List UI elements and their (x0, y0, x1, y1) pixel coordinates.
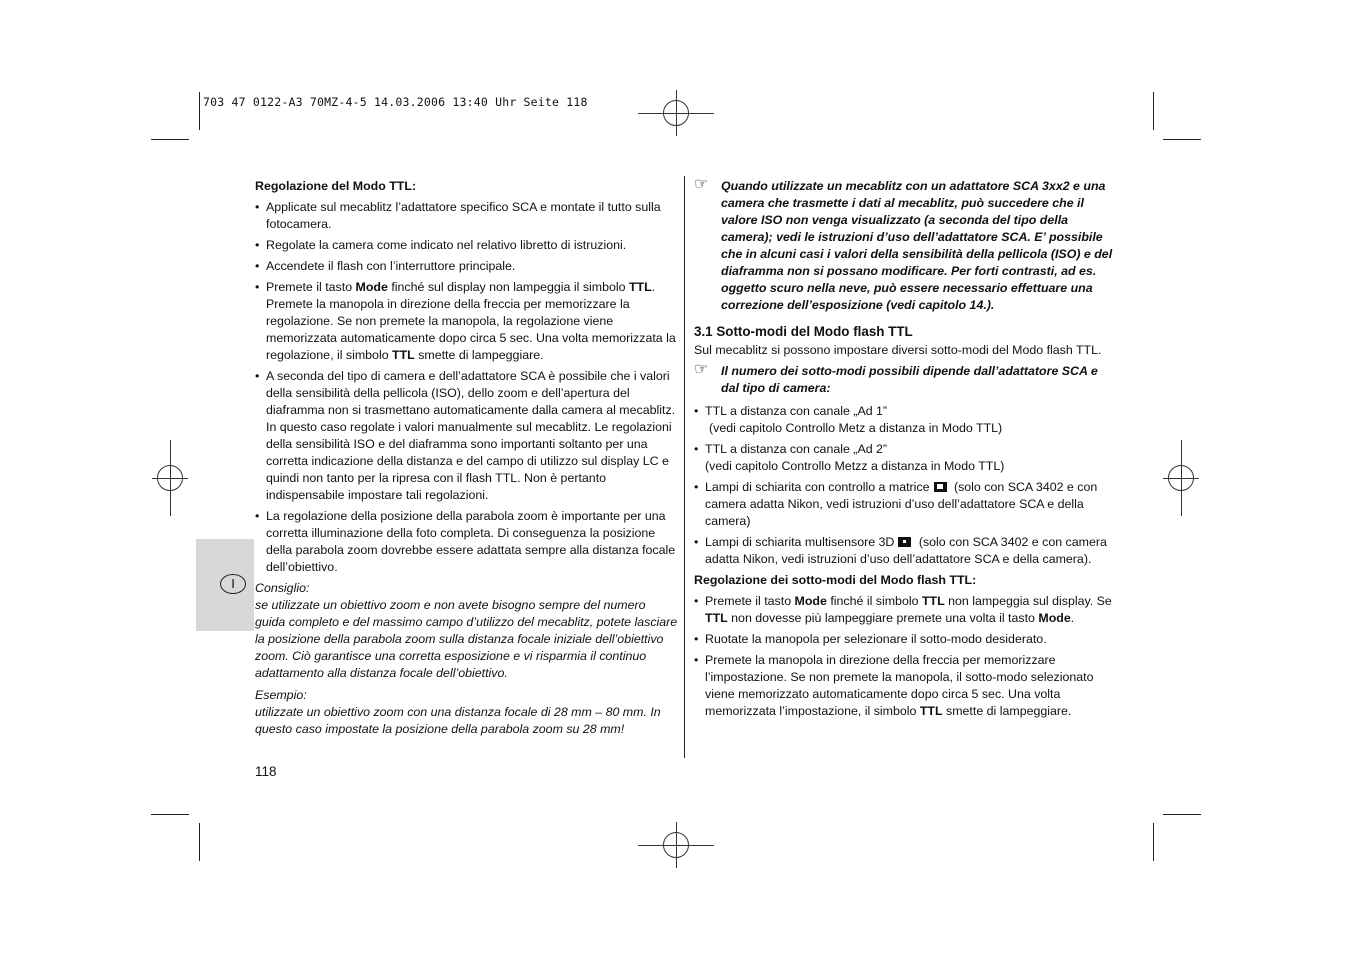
list-item: • Regolate la camera come indicato nel relativo libretto di istruzioni. (255, 237, 679, 254)
list-item: • Lampi di schiarita con controllo a matrice (solo con SCA 3402 e con camera adatta Nikon, vedi istruzioni d’uso dell’adattatore SCA e della camera) (694, 479, 1118, 530)
3d-multisensor-flash-icon (898, 537, 911, 547)
list-item: • Lampi di schiarita multisensore 3D (solo con SCA 3402 e con camera adatta Nikon, vedi istruzioni d’uso dell’adattatore SCA e della camera). (694, 534, 1118, 568)
note: ☞ Il numero dei sotto-modi possibili dipende dall’adattatore SCA e dal tipo di camera: (694, 361, 1098, 395)
registration-mark-top (658, 95, 694, 131)
list-item: • TTL a distanza con canale „Ad 1” (vedi capitolo Controllo Metz a distanza in Modo TTL) (694, 403, 1118, 437)
registration-mark-left (152, 460, 188, 496)
registration-mark-right (1163, 460, 1199, 496)
right-column (694, 178, 1118, 720)
section-heading: Regolazione del Modo TTL: (255, 179, 417, 193)
list-item: • Ruotate la manopola per selezionare il sotto-modo desiderato. (694, 631, 1118, 648)
tip-title: Consiglio: (255, 581, 310, 595)
crop-mark (1163, 814, 1201, 815)
example-text: utilizzate un obiettivo zoom con una distanza focale di 28 mm – 80 mm. In questo caso impostate la posizione della parabola zoom su 28 mm! (255, 705, 661, 736)
column-divider (684, 176, 685, 758)
page-number: 118 (255, 764, 277, 779)
crop-mark (151, 814, 189, 815)
list-item: • Premete il tasto Mode finché il simbolo TTL non lampeggia sul display. Se TTL non dovesse più lampeggiare premete una volta il tasto Mode. (694, 593, 1118, 627)
list-item: • Premete la manopola in direzione della freccia per memorizzare l’impostazione. Se non premete la manopola, il sotto-modo selezionato viene memorizzato automaticamente dopo circa 5 sec. Una volta memorizzata l’impostazione, il simbolo TTL smette di lampeggiare. (694, 652, 1118, 720)
left-column (255, 178, 679, 738)
list-item: • La regolazione della posizione della parabola zoom è importante per una corretta illuminazione della foto completa. Di conseguenza la posizione della parabola zoom dovrebbe essere adattata sempre alla distanza focale dell’obiettivo. (255, 508, 679, 576)
pointing-hand-icon: ☞ (694, 176, 709, 193)
tip-text: se utilizzate un obiettivo zoom e non avete bisogno sempre del numero guida completo e del massimo campo d’utilizzo del mecablitz, potete lasciare la posizione della parabola zoom sulla distanza focale iniziale dell’obiettivo zoom. Ciò garantisce una corretta esposizione e vi risparmia il continuo adattamento alla distanza focale dell’obiettivo. (255, 598, 678, 680)
matrix-fill-flash-icon (934, 482, 947, 492)
section-intro: Sul mecablitz si possono impostare diversi sotto-modi del Modo flash TTL. (694, 343, 1102, 357)
note: ☞ Quando utilizzate un mecablitz con un adattatore SCA 3xx2 e una camera che trasmette i dati al mecablitz, può succedere che il valore ISO non venga visualizzato (a seconda del tipo della camera); vedi le istruzioni d’uso dell’adattatore SCA. E’ possibile che in alcuni casi i valori della sensibilità della pellicola (ISO) e del diaframma non si possano modificare. Per forti contrasti, ad es. oggetto scuro nella neve, può essere necessario effettuare una correzione dell’esposizione (vedi capitolo 14.). (694, 176, 1113, 312)
registration-mark-bottom (658, 827, 694, 863)
list-item: • Applicate sul mecablitz l’adattatore specifico SCA e montate il tutto sulla fotocamera. (255, 199, 679, 233)
section-heading: Regolazione dei sotto-modi del Modo flash TTL: (694, 573, 977, 587)
crop-mark (1163, 139, 1201, 140)
crop-mark (1153, 823, 1154, 861)
language-tab-label: I (220, 574, 246, 594)
print-header: 703 47 0122-A3 70MZ-4-5 14.03.2006 13:40 Uhr Seite 118 (203, 95, 588, 109)
crop-mark (1153, 92, 1154, 130)
example-title: Esempio: (255, 688, 307, 702)
list-item: • Premete il tasto Mode finché sul display non lampeggia il simbolo TTL. Premete la manopola in direzione della freccia per memorizzare la regolazione. Se non premete la manopola, la regolazione viene memorizzata automaticamente dopo circa 5 sec. Una volta memorizzata la regolazione, il simbolo TTL smette di lampeggiare. (255, 279, 679, 364)
pointing-hand-icon: ☞ (694, 361, 709, 378)
list-item: • A seconda del tipo di camera e dell’adattatore SCA è possibile che i valori della sensibilità della pellicola (ISO), dello zoom e dell’apertura del diaframma non si trasmettano automaticamente dalla camera al mecablitz. In questo caso regolate i valori manualmente sul mecablitz. Le regolazioni della sensibilità ISO e del diaframma sono importanti soltanto per una corretta indicazione della distanza e del campo di utilizzo sul display LC e quindi non tanto per la ripresa con il flash TTL. Non è pertanto indispensabile impostare tali regolazioni. (255, 368, 679, 504)
crop-mark (151, 139, 189, 140)
crop-mark (199, 823, 200, 861)
list-item: • TTL a distanza con canale „Ad 2” (vedi capitolo Controllo Metzz a distanza in Modo TTL) (694, 441, 1118, 475)
section-title: 3.1 Sotto-modi del Modo flash TTL (694, 324, 913, 339)
crop-mark (199, 92, 200, 130)
list-item: • Accendete il flash con l’interruttore principale. (255, 258, 679, 275)
